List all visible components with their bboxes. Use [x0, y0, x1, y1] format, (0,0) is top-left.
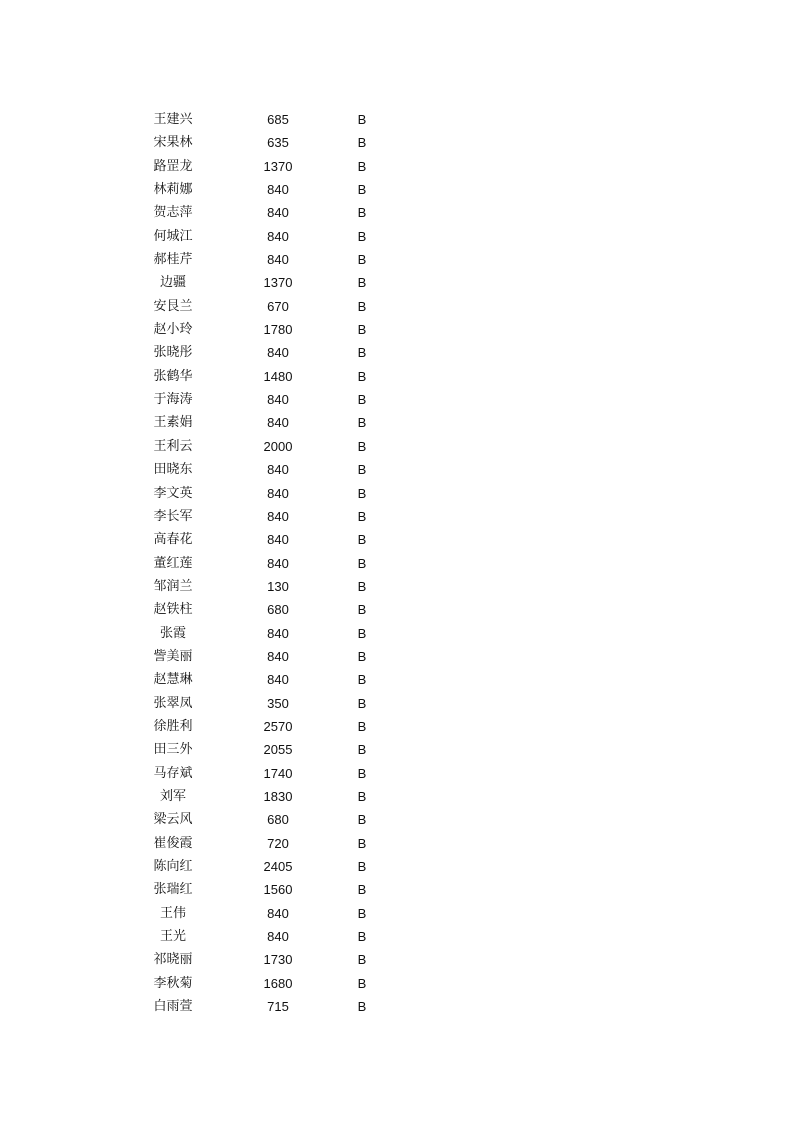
person-name: 王素娟 [153, 415, 193, 431]
table-row [140, 458, 400, 481]
amount-value: 840 [267, 252, 289, 268]
person-name: 梁云风 [153, 812, 193, 828]
grade-value: B [357, 555, 367, 571]
grade-value: B [357, 929, 367, 945]
grade-value: B [357, 812, 367, 828]
person-name: 董红莲 [153, 555, 193, 571]
grade-value: B [357, 135, 367, 151]
amount-value: 840 [267, 532, 289, 548]
amount-value: 635 [267, 135, 289, 151]
person-name: 于海涛 [153, 392, 193, 408]
amount-value: 840 [267, 625, 289, 641]
table-row [140, 201, 400, 224]
amount-value: 1730 [263, 952, 293, 968]
person-name: 王伟 [159, 905, 186, 921]
table-row [140, 248, 400, 271]
table-row [140, 878, 400, 901]
grade-value: B [357, 252, 367, 268]
person-name: 贺志萍 [153, 205, 193, 221]
grade-value: B [357, 999, 367, 1015]
person-name: 田晓东 [153, 462, 193, 478]
table-row [140, 341, 400, 364]
amount-value: 840 [267, 345, 289, 361]
table-row [140, 575, 400, 598]
table-row [140, 832, 400, 855]
amount-value: 1370 [263, 158, 293, 174]
amount-value: 350 [267, 695, 289, 711]
table-row [140, 808, 400, 831]
person-name: 马存斌 [153, 765, 193, 781]
person-name: 张鹤华 [153, 368, 193, 384]
grade-value: B [357, 415, 367, 431]
person-name: 林莉娜 [153, 182, 193, 198]
grade-value: B [357, 952, 367, 968]
person-name: 郝桂芹 [153, 252, 193, 268]
person-name: 王利云 [153, 438, 193, 454]
person-name: 张翠凤 [153, 695, 193, 711]
table-row [140, 715, 400, 738]
amount-value: 1830 [263, 788, 293, 804]
person-name: 宋果林 [153, 135, 193, 151]
table-row [140, 995, 400, 1018]
amount-value: 685 [267, 112, 289, 127]
grade-value: B [357, 578, 367, 594]
table-row [140, 645, 400, 668]
person-name: 白雨萱 [153, 999, 193, 1015]
grade-value: B [357, 625, 367, 641]
table-row [140, 552, 400, 575]
grade-value: B [357, 718, 367, 734]
table-row [140, 528, 400, 551]
amount-value: 130 [267, 578, 289, 594]
table-row [140, 225, 400, 248]
grade-value: B [357, 462, 367, 478]
grade-value: B [357, 275, 367, 291]
person-name: 张霞 [159, 625, 186, 641]
grade-value: B [357, 742, 367, 758]
grade-value: B [357, 765, 367, 781]
amount-value: 840 [267, 392, 289, 408]
person-name: 赵小玲 [153, 322, 193, 338]
grade-value: B [357, 182, 367, 198]
amount-value: 840 [267, 508, 289, 524]
table-row [140, 925, 400, 948]
grade-value: B [357, 532, 367, 548]
grade-value: B [357, 438, 367, 454]
person-name: 王建兴 [153, 112, 193, 127]
person-name: 陈向红 [153, 859, 193, 874]
person-name: 赵慧琳 [153, 672, 193, 688]
amount-value: 840 [267, 929, 289, 945]
table-row [140, 738, 400, 761]
person-name: 路罡龙 [153, 158, 193, 174]
table-row [140, 785, 400, 808]
grade-value: B [357, 228, 367, 244]
grade-value: B [357, 672, 367, 688]
table-row [140, 108, 400, 131]
table-row [140, 318, 400, 341]
person-name: 赵铁柱 [153, 602, 193, 618]
table-row [140, 388, 400, 411]
person-name: 何城江 [153, 228, 193, 244]
amount-value: 840 [267, 415, 289, 431]
person-name: 邹润兰 [153, 578, 193, 594]
amount-value: 680 [267, 602, 289, 618]
person-name: 李文英 [153, 485, 193, 501]
grade-value: B [357, 345, 367, 361]
amount-value: 2055 [263, 742, 293, 758]
amount-value: 1740 [263, 765, 293, 781]
amount-value: 840 [267, 555, 289, 571]
amount-value: 715 [267, 999, 289, 1015]
person-name: 张瑞红 [153, 882, 193, 898]
table-row [140, 365, 400, 388]
amount-value: 1480 [263, 368, 293, 384]
person-name: 田三外 [153, 742, 193, 758]
amount-value: 2000 [263, 438, 293, 454]
grade-value: B [357, 392, 367, 408]
grade-value: B [357, 205, 367, 221]
person-name: 边疆 [159, 275, 186, 291]
grade-value: B [357, 835, 367, 851]
table-row [140, 622, 400, 645]
amount-value: 840 [267, 485, 289, 501]
grade-value: B [357, 298, 367, 314]
grade-value: B [357, 158, 367, 174]
amount-value: 2405 [263, 859, 293, 874]
amount-value: 840 [267, 205, 289, 221]
table-row [140, 692, 400, 715]
table-row [140, 482, 400, 505]
grade-value: B [357, 905, 367, 921]
table-row [140, 902, 400, 925]
amount-value: 840 [267, 228, 289, 244]
amount-value: 720 [267, 835, 289, 851]
table-row [140, 505, 400, 528]
amount-value: 2570 [263, 718, 293, 734]
person-name: 訾美丽 [153, 648, 193, 664]
table-row [140, 155, 400, 178]
table-row [140, 948, 400, 971]
grade-value: B [357, 322, 367, 338]
person-name: 李秋菊 [153, 975, 193, 991]
table-row [140, 435, 400, 458]
grade-value: B [357, 485, 367, 501]
person-name: 安艮兰 [153, 298, 193, 314]
grade-value: B [357, 859, 367, 874]
table-row [140, 598, 400, 621]
amount-value: 1370 [263, 275, 293, 291]
table-row [140, 271, 400, 294]
person-name: 徐胜利 [153, 718, 193, 734]
person-name: 张晓彤 [153, 345, 193, 361]
table-row [140, 855, 400, 878]
grade-value: B [357, 695, 367, 711]
table-row [140, 131, 400, 154]
person-name: 祁晓丽 [153, 952, 193, 968]
grade-value: B [357, 648, 367, 664]
person-name: 王光 [159, 929, 186, 945]
table-row [140, 178, 400, 201]
grade-value: B [357, 882, 367, 898]
amount-value: 840 [267, 182, 289, 198]
grade-value: B [357, 602, 367, 618]
table-row [140, 972, 400, 995]
person-name: 崔俊霞 [153, 835, 193, 851]
amount-value: 1680 [263, 975, 293, 991]
table-row [140, 295, 400, 318]
grade-value: B [357, 975, 367, 991]
person-name: 刘军 [159, 788, 186, 804]
table-row [140, 762, 400, 785]
grade-value: B [357, 368, 367, 384]
amount-value: 670 [267, 298, 289, 314]
amount-value: 1560 [263, 882, 293, 898]
person-name: 李长军 [153, 508, 193, 524]
amount-value: 1780 [263, 322, 293, 338]
amount-value: 840 [267, 462, 289, 478]
grade-value: B [357, 112, 367, 127]
amount-value: 840 [267, 672, 289, 688]
amount-value: 840 [267, 648, 289, 664]
amount-value: 840 [267, 905, 289, 921]
table-row [140, 411, 400, 434]
person-name: 高春花 [153, 532, 193, 548]
table-row [140, 668, 400, 691]
records-table [140, 108, 400, 1018]
grade-value: B [357, 788, 367, 804]
amount-value: 680 [267, 812, 289, 828]
grade-value: B [357, 508, 367, 524]
